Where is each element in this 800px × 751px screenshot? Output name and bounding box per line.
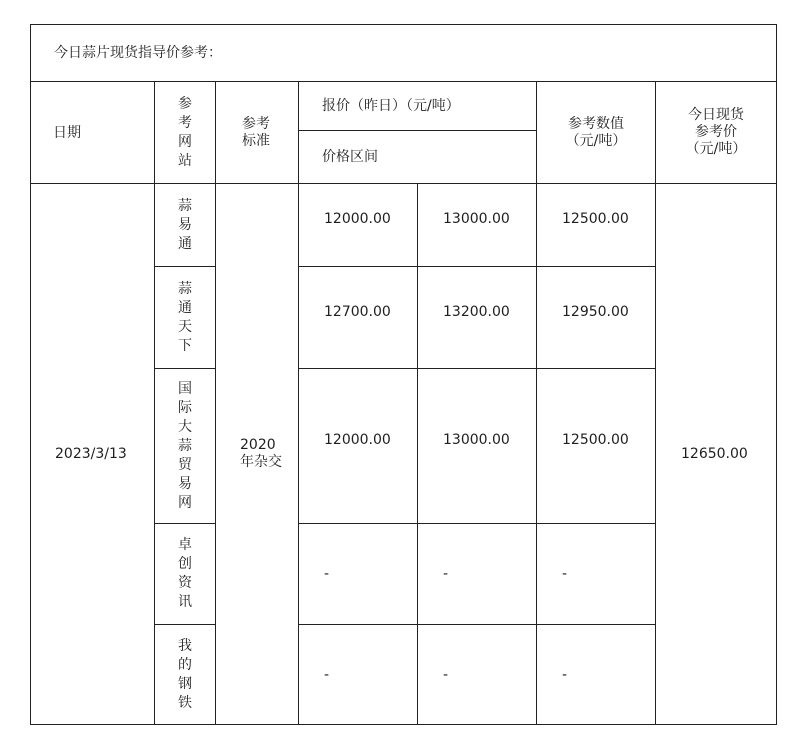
reference-value: 12500.00 [537,369,656,524]
reference-value: - [537,524,656,625]
price-low: 12700.00 [299,267,418,369]
price-high: - [418,625,537,725]
table-row [31,184,777,267]
title-row [31,25,777,82]
price-guide-table [30,24,777,725]
site-label: 蒜通天下 [178,280,192,354]
header-range: 价格区间 [299,131,537,184]
reference-value: 12950.00 [537,267,656,369]
header-standard-label: 参考标准 [242,115,270,149]
header-standard [216,82,299,184]
site-label: 我的钢铁 [178,637,192,711]
date-cell: 2023/3/13 [31,184,155,725]
price-low: 12000.00 [299,369,418,524]
site-cell [155,524,216,625]
standard-cell [216,184,299,725]
table-title: 今日蒜片现货指导价参考： [31,25,777,82]
price-high: - [418,524,537,625]
header-site-label: 参考网站 [178,95,192,169]
site-label: 蒜易通 [178,197,192,252]
price-low: - [299,625,418,725]
header-reference-label: 参考数值（元/吨） [565,115,627,149]
site-cell [155,369,216,524]
price-high: 13000.00 [418,184,537,267]
site-cell [155,267,216,369]
site-cell [155,184,216,267]
header-date: 日期 [31,82,155,184]
price-low: 12000.00 [299,184,418,267]
price-high: 13200.00 [418,267,537,369]
header-site [155,82,216,184]
header-row [31,82,777,131]
reference-value: - [537,625,656,725]
header-today-label: 今日现货参考价（元/吨） [685,107,747,157]
price-low: - [299,524,418,625]
header-quote: 报价（昨日）（元/吨） [299,82,537,131]
standard-label: 2020年杂交 [240,437,282,470]
site-label: 卓创资讯 [178,537,192,610]
reference-value: 12500.00 [537,184,656,267]
header-reference [537,82,656,184]
header-today-price [656,82,777,184]
price-high: 13000.00 [418,369,537,524]
site-label: 国际大蒜贸易网 [178,380,192,511]
today-price-cell: 12650.00 [656,184,777,725]
site-cell [155,625,216,725]
